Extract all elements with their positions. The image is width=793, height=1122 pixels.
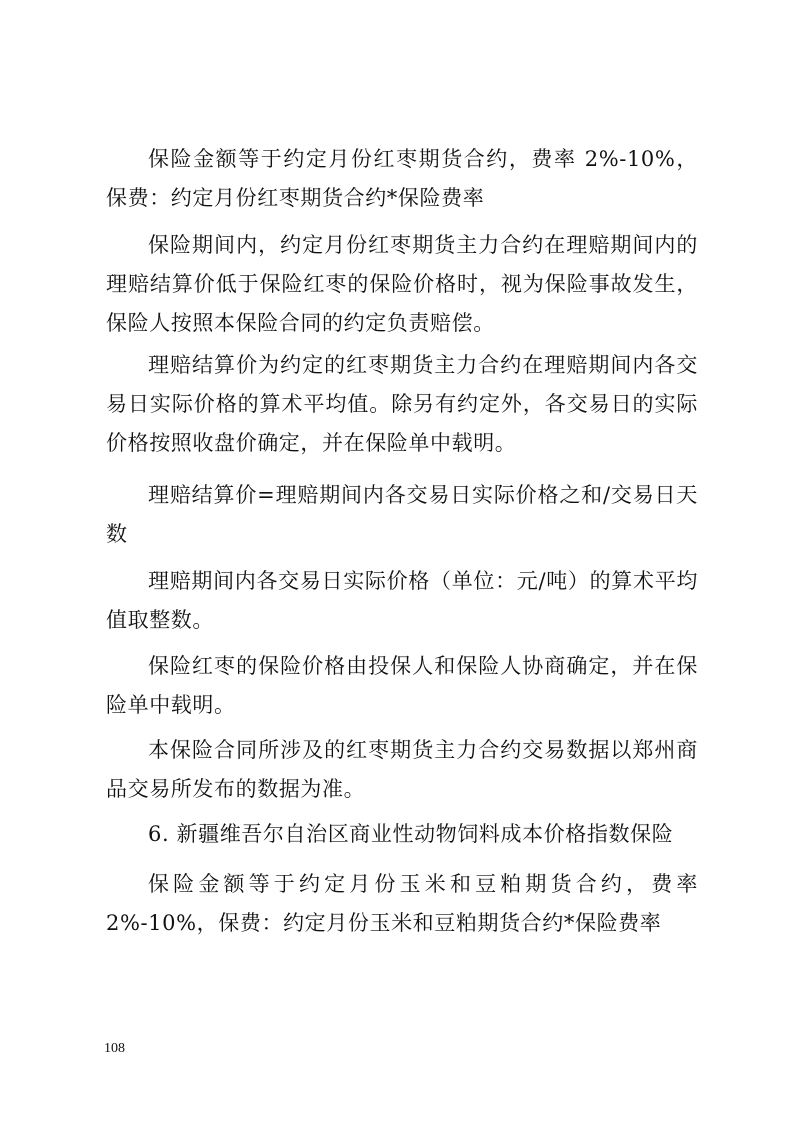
paragraph-average-integer: 理赔期间内各交易日实际价格（单位：元/吨）的算术平均值取整数。: [106, 569, 698, 632]
paragraph-exchange-data: 本保险合同所涉及的红枣期货主力合约交易数据以郑州商品交易所发布的数据为准。: [106, 738, 698, 801]
section-heading-feed-cost-index: 6. 新疆维吾尔自治区商业性动物饲料成本价格指数保险: [148, 822, 674, 846]
paragraph-insured-price: 保险红枣的保险价格由投保人和保险人协商确定，并在保险单中载明。: [106, 654, 698, 717]
page-number: 108: [104, 1041, 125, 1056]
paragraph-settlement-formula: 理赔结算价=理赔期间内各交易日实际价格之和/交易日天数: [106, 483, 698, 546]
paragraph-settlement-price: 理赔结算价为约定的红枣期货主力合约在理赔期间内各交易日实际价格的算术平均值。除另有约定外，各交易日的实际价格按照收盘价确定，并在保险单中载明。: [106, 353, 698, 455]
paragraph-premium-corn-soymeal: 保险金额等于约定月份玉米和豆粕期货合约，费率 2%-10%，保费：约定月份玉米和豆粕期货合约*保险费率: [106, 872, 698, 935]
paragraph-insurance-period: 保险期间内，约定月份红枣期货主力合约在理赔期间内的理赔结算价低于保险红枣的保险价格时，视为保险事故发生，保险人按照本保险合同的约定负责赔偿。: [106, 233, 698, 335]
paragraph-premium-jujube: 保险金额等于约定月份红枣期货合约，费率 2%-10%，保费：约定月份红枣期货合约*保险费率: [106, 147, 698, 210]
